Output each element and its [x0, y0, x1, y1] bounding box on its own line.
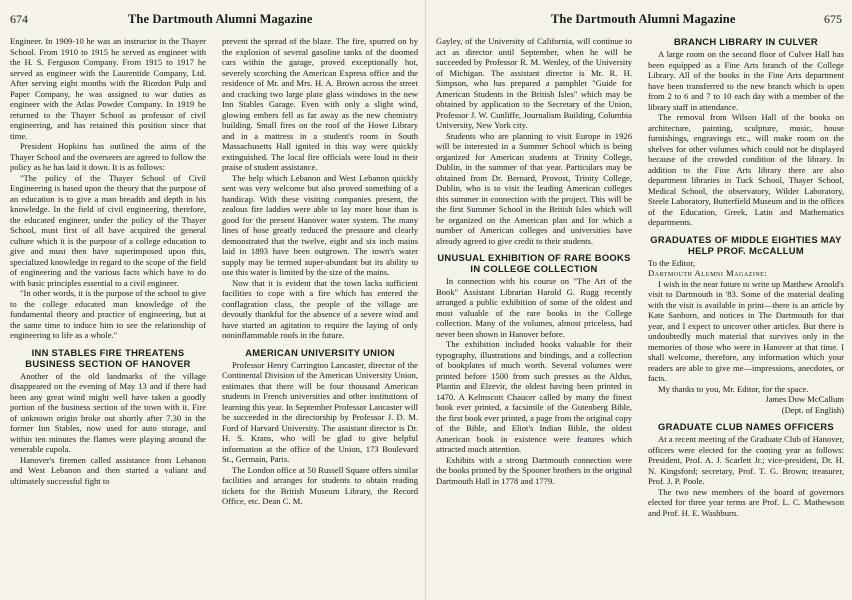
right-magazine-title: The Dartmouth Alumni Magazine — [551, 12, 736, 26]
paragraph: I wish in the near future to write up Matthew Arnold's visit to Dartmouth in '83. Some of the material dealing with the visit is available in print—there is an article by Kate Sanborn, and notices in The Dartmouth for that year, and I expect to uncover other articles. But there is undoubtedly much material that survives only in the memories of those who were in Hanover at that time. I shall welcome, therefore, any information which your readers are able to give me—impressions, anecdotes, or facts. — [648, 278, 844, 383]
paragraph: Students who are planning to visit Europe in 1926 will be interested in a Summer School which is being organized for American students at Trinity College, Dublin, in the summer of that year. Particulars may be obtained from Dr. Bernard, Provost, Trinity College, Dublin, who is to visit the leading American colleges this summer in connection with the project. This will be the first Summer School in the British Isles which will be organized on the American plan and for which a number of American colleges and universities have already agreed to give credit to their students. — [436, 130, 632, 246]
article-heading-rare-books: UNUSUAL EXHIBITION OF RARE BOOKS IN COLLEGE COLLECTION — [437, 252, 631, 274]
paragraph: Engineer. In 1909-10 he was an instructor in the Thayer School. From 1910 to 1915 he served as engineer with the H. S. Ferguson Company. From 1915 to 1917 he served as engineer with the Laurentide Company, Ltd. After serving eight months with the Riordon Pulp and Paper Company, he was assigned to war duties as engineer with the Atlas Powder Company. In 1919 he returned to the Thayer School as professor of civil engineering, and has retained this position since that time. — [10, 36, 206, 141]
article-heading-graduate-club: GRADUATE CLUB NAMES OFFICERS — [658, 421, 834, 432]
letter-signature: James Dow McCallum — [765, 394, 844, 404]
letter-publication: Dartmouth Alumni Magazine: — [648, 268, 768, 278]
paragraph: The help which Lebanon and West Lebanon quickly sent was very welcome but also proved something of a handicap. With these visiting companies present, the zealous fire laddies were able to lay more hose than is good for the present Hanover water system. The many lines of hose greatly reduced the pressure and clearly demonstrated that the twelve, eight and six inch mains laid in 1893 have been outgrown. The town's water supply may be termed super-abundant but its ability to use this water is limited by the size of the mains. — [222, 172, 418, 277]
paragraph: Exhibits with a strong Dartmouth connection were the books printed by the Spooner brothers in the original Dartmouth Hall in 1778 and 1779. — [436, 454, 632, 486]
article-heading-branch-library: BRANCH LIBRARY IN CULVER — [673, 36, 818, 47]
paragraph: Another of the old landmarks of the village disappeared on the evening of May 13 and if there had been any great wind might well have taken a goodly portion of the business section of the town with it. Fire of unknown origin broke out shortly after 7.30 in the former Inn Stables, now used for auto storage, and within ten minutes the flames were playing around the venerable cupola. — [10, 370, 206, 454]
paragraph: prevent the spread of the blaze. The fire, spurred on by the explosion of several gasoline tanks of the doomed cars within the garage, proved exceptionally hot, severely scorching the American Express office and the residence of Mr. and Mrs. H. A. Brown across the street and cracking two large plate glass windows in the new Inn Stables Garage. Even with only a slight wind, glowing embers fell as far away as the new chemistry building. Small fires on the roof of the Howe Library and in a mattress in a student's room in South Massachusetts Hall ignited in this way were quickly extinguished. The local fire officials were loud in their praise of student assistance. — [222, 36, 418, 172]
paragraph: President Hopkins has outlined the aims of the Thayer School and the overseers are agreed to follow the policy as he has laid it down. It is as follows: — [10, 141, 206, 172]
paragraph: My thanks to you, Mr. Editor, for the space. — [658, 383, 809, 394]
paragraph: Gayley, of the University of California, will continue to act as director until September, when he will be succeeded by Professor R. M. Wenley, of the University of Michigan. The assistant director is Mr. R. H. Simpson, who has prepared a pamphlet "Guide for American Students in the British Isles" which may be obtained by application to the Secretary of the Union, Professor J. W. Cunliffe, Journalism Building, Columbia University, New York city. — [436, 36, 632, 130]
article-heading-inn-stables-fire: INN STABLES FIRE THREATENS BUSINESS SECTION OF HANOVER — [25, 346, 191, 369]
paragraph: The two new members of the board of governors elected for three year terms are Prof. L. C. Mathewson and Prof. H. E. Washburn. — [648, 486, 844, 518]
paragraph: Now that it is evident that the town lacks sufficient facilities to cope with a fire which has entered the conflagration class, the people of the village are devoutly thankful for the absence of a severe wind and have started an agitation to require the laying of only noninflammable roofs in the future. — [222, 277, 418, 340]
right-running-head — [436, 10, 842, 28]
left-page-number: 674 — [10, 12, 28, 26]
article-heading-american-university-union: AMERICAN UNIVERSITY UNION — [245, 346, 395, 358]
left-running-head — [10, 10, 415, 28]
paragraph: Hanover's firemen called assistance from Lebanon and West Lebanon and then started a valiant and ultimately successful fight to — [10, 454, 206, 486]
letter-salutation: To the Editor, — [648, 257, 696, 268]
paragraph: "In other words, it is the purpose of the school to give to the college educated man knowledge of the fundamental theory and practice of engineering, but at the same time to induce him to see the relationship of engineering to life as a whole." — [10, 288, 206, 340]
right-page-number: 675 — [824, 12, 842, 26]
paragraph: The removal from Wilson Hall of the books on architecture, painting, sculpture, music, house furnishings, engravings etc., will make room on the shelves for other volumes which could not be displayed because of the crowded condition of the library. In addition to the Fine Arts library there are also department libraries in Tuck School, Thayer School, Medical School, the observatory, Wilder Laboratory, Steele Laboratory, Butterfield Museum and in the offices of the Education, Greek, Latin and Mathematics departments. — [648, 112, 844, 227]
right-page — [426, 0, 852, 600]
right-columns — [436, 36, 842, 600]
paragraph: The London office at 50 Russell Square offers similar facilities and arranges for students to obtain reading tickets for the British Museum Library, the Record Office, etc. Dean C. M. — [222, 464, 418, 506]
paragraph: In connection with his course on "The Art of the Book" Assistant Librarian Harold G. Rugg recently arranged a public exhibition of some of the oldest and most valuable of the rare books in the College collection. Many of the volumes, almost priceless, had never been shown in Hanover before. — [436, 276, 632, 339]
paragraph: A large room on the second floor of Culver Hall has been equipped as a Fine Arts branch of the College Library. All of the books in the Fine Arts department have been transferred to the new branch which is open from 2 to 6 and 7 to 10 each day with a member of the library staff in attendance. — [648, 49, 844, 112]
paragraph: At a recent meeting of the Graduate Club of Hanover, officers were elected for the coming year as follows: President, Prof. A. J. Scarlett Jr.; vice-president, Dr. H. N. Kingsford; secretary, Prof. T. G. Brown; treasurer, Prof. J. P. Poole. — [648, 434, 844, 486]
article-heading-mccallum: GRADUATES OF MIDDLE EIGHTIES MAY HELP PROF. McCALLUM — [650, 233, 842, 256]
right-column-1 — [436, 36, 632, 600]
left-column-2 — [222, 36, 418, 600]
letter-signature-dept: (Dept. of English) — [781, 404, 844, 415]
left-column-1 — [10, 36, 206, 600]
right-column-2 — [648, 36, 844, 600]
paragraph: "The policy of the Thayer School of Civil Engineering is based upon the theory that the purpose of an education is to give a man breadth and depth in his knowledge. In the field of civil engineering, therefore, the educated engineer, under the policy of the Thayer School, must first of all have acquired the general culture which it is the purpose of a college education to give and must then have superimposed upon this, specialized knowledge in regard to the scope of the field of engineering and the various facts which have to do with basic principles essential to a civil engineer. — [10, 172, 206, 288]
paragraph: The exhibition included books valuable for their typography, illustrations and bindings, and a collection of bookplates of much worth. Several volumes were printed before 1500 from such presses as the Aldus, Plantin and Elzevir, the oldest having been printed in 1470. A Kelmscott Chaucer called by many the finest book ever printed, a facsimile of the Gutenberg Bible, the first book ever printed, a page from the original copy of the Bible, and Eliot's Indian Bible, the oldest American book in existence were features which attracted much attention. — [436, 339, 632, 454]
paragraph: Professor Henry Carrington Lancaster, director of the Continental Division of the American University Union, estimates that there will be four thousand American students in French universities and other institutions of learning this year. In September Professor Lancaster will be succeeded in the directorship by Professor J. D. M. Ford of Harvard University. The assistant director is Dr. H. S. Krans, who will be glad to give helpful information at the office of the Union, 173 Boulevard St., Germain, Paris. — [222, 359, 418, 464]
left-magazine-title: The Dartmouth Alumni Magazine — [128, 12, 313, 26]
left-columns — [10, 36, 418, 600]
